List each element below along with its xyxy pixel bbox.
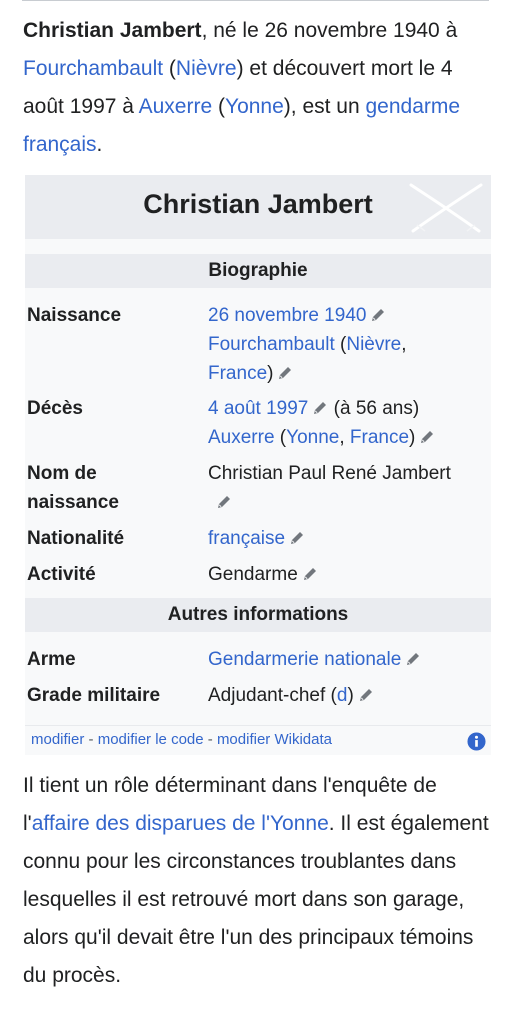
value-activite: Gendarme <box>208 560 488 589</box>
link-birth-country[interactable]: France <box>208 363 268 384</box>
label-deces: Décès <box>27 398 83 419</box>
link-birth-place[interactable]: Fourchambault <box>208 334 335 355</box>
infobox-title-bar <box>25 175 491 239</box>
infobox <box>25 175 491 755</box>
section-autres-informations: Autres informations <box>25 598 491 632</box>
modifier-le-code-link[interactable]: modifier le code <box>97 731 204 748</box>
label-naissance: Naissance <box>27 305 122 326</box>
value-arme <box>208 645 488 674</box>
link-fourchambault[interactable]: Fourchambault <box>23 57 164 80</box>
value-nom-naissance: Christian Paul René Jambert <box>208 459 488 517</box>
value-nationalite <box>208 524 488 553</box>
death-age: (à 56 ans) <box>333 398 420 419</box>
pencil-icon[interactable] <box>312 400 328 416</box>
value-grade: Adjudant-chef (d) <box>208 681 488 710</box>
section-biographie: Biographie <box>25 254 491 288</box>
edit-links: modifier - modifier le code - modifier Wikidata <box>31 731 332 748</box>
modifier-wikidata-link[interactable]: modifier Wikidata <box>216 731 332 748</box>
label-activite: Activité <box>27 564 96 585</box>
link-auxerre[interactable]: Auxerre <box>138 95 213 118</box>
link-birth-date[interactable]: 26 novembre 1940 <box>208 305 367 326</box>
pencil-icon[interactable] <box>302 566 318 582</box>
link-nievre[interactable]: Nièvre <box>175 57 237 80</box>
link-wikidata-d[interactable]: d <box>336 685 348 706</box>
pencil-icon[interactable] <box>419 429 435 445</box>
link-yonne[interactable]: Yonne <box>224 95 284 118</box>
link-birth-dept[interactable]: Nièvre <box>346 334 402 355</box>
pencil-icon[interactable] <box>405 651 421 667</box>
pencil-icon[interactable] <box>277 365 293 381</box>
top-divider <box>22 0 489 1</box>
label-nationalite: Nationalité <box>27 528 125 549</box>
link-death-place[interactable]: Auxerre <box>208 427 275 448</box>
value-naissance: 26 novembre 1940 Fourchambault (Nièvre, France) <box>208 305 407 384</box>
link-gendarmerie-nationale[interactable]: Gendarmerie nationale <box>208 649 402 670</box>
modifier-link[interactable]: modifier <box>31 731 85 748</box>
intro-paragraph: Christian Jambert, né le 26 novembre 1940 à Fourchambault (Nièvre) et découvert mort le 4 août 1997 à Auxerre (Yonne), est un gendarme français. <box>23 19 461 156</box>
value-deces: 4 août 1997 (à 56 ans) Auxerre (Yonne, France) <box>208 394 488 452</box>
subject-name: Christian Jambert <box>23 19 202 42</box>
infobox-title: Christian Jambert <box>143 189 373 219</box>
pencil-icon[interactable] <box>289 530 305 546</box>
outro-paragraph: Il tient un rôle déterminant dans l'enquête de l'affaire des disparues de l'Yonne. Il est également connu pour les circonstances troublantes dans lesquelles il est retrouvé mort dans son garage, alors qu'il devait être l'un des principaux témoins du procès. <box>23 774 489 987</box>
label-grade-militaire: Grade militaire <box>27 685 161 706</box>
link-francaise[interactable]: française <box>208 528 286 549</box>
link-death-dept[interactable]: Yonne <box>286 427 340 448</box>
label-arme: Arme <box>27 649 76 670</box>
link-gendarme-francais[interactable]: gendarme français <box>23 95 461 156</box>
link-death-country[interactable]: France <box>349 427 410 448</box>
info-icon[interactable] <box>467 732 486 751</box>
pencil-icon[interactable] <box>370 307 386 323</box>
crossed-sabres-emblem <box>407 181 485 235</box>
link-affaire-disparues-yonne[interactable]: affaire des disparues de l'Yonne <box>31 812 329 835</box>
link-death-date[interactable]: 4 août 1997 <box>208 398 309 419</box>
pencil-icon[interactable] <box>358 687 374 703</box>
infobox-footer <box>25 725 491 756</box>
pencil-icon[interactable] <box>216 494 232 510</box>
label-nom-naissance: Nom de naissance <box>27 463 119 513</box>
